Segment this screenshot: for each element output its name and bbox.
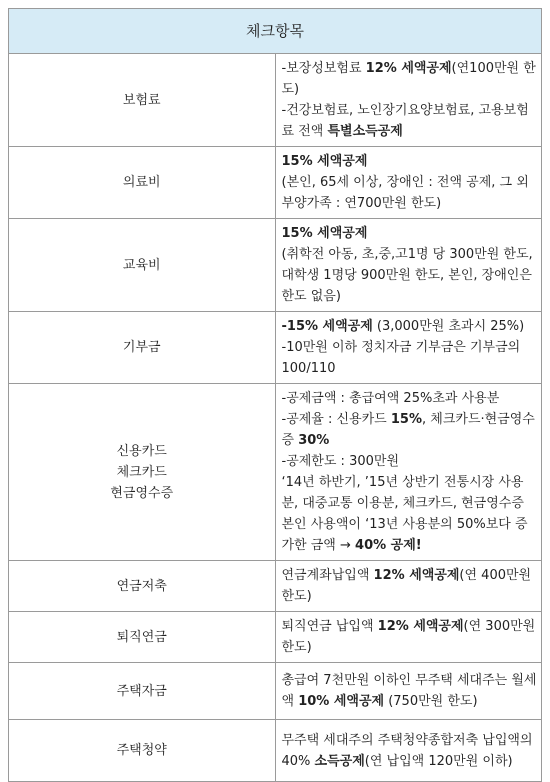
row-label: [9, 54, 276, 147]
header-row: [9, 9, 542, 54]
row-content: [275, 147, 542, 219]
emphasis-text: 12% 세액공제: [377, 619, 464, 634]
row-label: [9, 147, 276, 219]
table-row: [9, 54, 542, 147]
content-text: (취학전 아동, 초,중,고1명 당 300만원 한도, 대학생 1명당 900만원 한도, 본인, 장애인은 한도 없음): [281, 247, 533, 304]
emphasis-text: 특별소득공제: [327, 124, 403, 139]
content-text: 연금계좌납입액: [281, 568, 374, 583]
table-row: [9, 384, 542, 561]
row-label-line: 체크카드: [116, 464, 167, 480]
row-label-line: 의료비: [122, 175, 161, 190]
row-content: [275, 54, 542, 147]
row-label-line: 주택청약: [116, 743, 167, 758]
content-text: (본인, 65세 이상, 장애인 : 전액 공제, 그 외 부양가족 : 연700만원 한도): [281, 175, 529, 211]
emphasis-text: 30%: [298, 433, 330, 448]
row-label: [9, 561, 276, 612]
emphasis-text: 15% 세액공제: [281, 154, 368, 169]
content-line: [282, 388, 538, 409]
emphasis-text: -15% 세액공제: [281, 319, 373, 334]
content-line: [282, 172, 538, 214]
table-row: [9, 663, 542, 720]
row-label-line: 신용카드: [116, 443, 167, 459]
content-text: (연100만원 한도): [281, 61, 536, 97]
table-title: 체크항목: [9, 9, 542, 54]
content-text: -10만원 이하 정치자금 기부금은 기부금의 100/110: [281, 340, 521, 376]
content-line: [282, 472, 538, 556]
emphasis-text: 40% 공제!: [355, 538, 422, 553]
row-content: [275, 663, 542, 720]
row-label: [9, 720, 276, 782]
row-label: [9, 219, 276, 312]
content-line: [282, 316, 538, 337]
emphasis-text: 소득공제: [314, 753, 365, 769]
content-text: ‘14년 하반기, ’15년 상반기 전통시장 사용분, 대중교통 이용분, 체크카드, 현금영수증 본인 사용액이 ‘13년 사용분의 50%보다 증가한 금액 →: [281, 475, 528, 553]
content-line: [282, 244, 538, 307]
table-row: [9, 312, 542, 384]
content-text: -공제한도 : 300만원: [281, 454, 399, 469]
content-line: [282, 223, 538, 244]
row-content: [275, 384, 542, 561]
content-text: (연 400만원 한도): [281, 568, 532, 604]
emphasis-text: 12% 세액공제: [365, 61, 452, 76]
content-text: -보장성보험료: [281, 61, 366, 76]
tax-checklist-table: [8, 8, 542, 782]
row-label: [9, 663, 276, 720]
row-label: [9, 612, 276, 663]
content-text: -공제율 : 신용카드: [281, 412, 391, 427]
row-label: [9, 312, 276, 384]
row-content: [275, 612, 542, 663]
emphasis-text: 12% 세액공제: [373, 568, 460, 583]
row-label-line: 교육비: [122, 257, 161, 273]
row-content: [275, 312, 542, 384]
content-line: [282, 616, 538, 658]
content-line: [282, 451, 538, 472]
content-text: (750만원 한도): [384, 694, 478, 709]
content-line: [282, 337, 538, 379]
content-line: [282, 670, 538, 712]
row-content: [275, 720, 542, 782]
row-label-line: 퇴직연금: [116, 629, 167, 645]
content-line: [282, 565, 538, 607]
row-label: [9, 384, 276, 561]
row-content: [275, 561, 542, 612]
emphasis-text: 15%: [390, 412, 422, 427]
row-label-line: 주택자금: [116, 683, 167, 699]
table-row: [9, 561, 542, 612]
row-label-line: 기부금: [122, 340, 161, 355]
content-line: [282, 409, 538, 451]
content-text: 총급여 7천만원 이하인 무주택 세대주는 월세액: [281, 673, 537, 709]
table-row: [9, 612, 542, 663]
emphasis-text: 10% 세액공제: [298, 694, 385, 709]
table-row: [9, 147, 542, 219]
table-body: [9, 54, 542, 782]
content-line: [282, 151, 538, 172]
content-text: -공제금액 : 총급여액 25%초과 사용분: [281, 391, 500, 406]
content-text: -건강보험료, 노인장기요양보험료, 고용보험료 전액: [281, 103, 529, 139]
row-label-line: 보험료: [122, 92, 161, 108]
content-line: [282, 730, 538, 772]
content-text: , 체크카드·현금영수증: [281, 412, 535, 448]
content-line: [282, 58, 538, 100]
content-text: (3,000만원 초과시 25%): [372, 319, 525, 334]
content-line: [282, 100, 538, 142]
content-text: 무주택 세대주의 주택청약종합저축 납입액의 40%: [281, 732, 533, 769]
row-content: [275, 219, 542, 312]
content-text: (연 300만원 한도): [281, 619, 536, 655]
table-row: [9, 720, 542, 782]
row-label-line: 연금저축: [116, 578, 167, 594]
content-text: 퇴직연금 납입액: [281, 619, 378, 634]
emphasis-text: 15% 세액공제: [281, 226, 368, 241]
content-text: (연 납입액 120만원 이하): [364, 753, 513, 769]
row-label-line: 현금영수증: [110, 485, 174, 501]
table-row: [9, 219, 542, 312]
